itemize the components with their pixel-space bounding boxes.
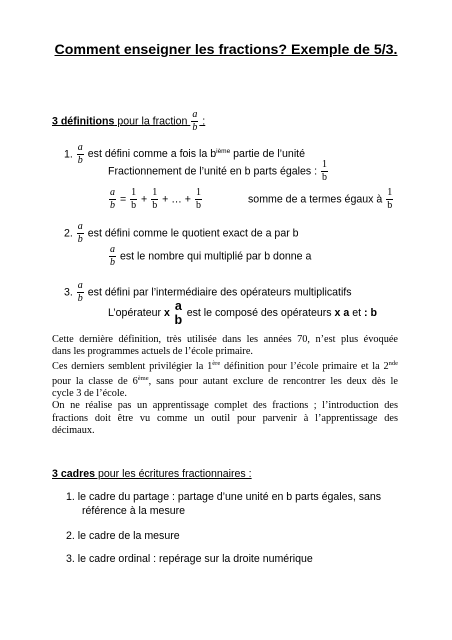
section2-heading-rest: pour les écritures fractionnaires :	[95, 468, 252, 480]
definition-2: 2. $\frac{a}{b}$ est défini comme le quotient exact de a par b	[64, 221, 299, 245]
definition-2-multiply: $\frac{a}{b}$ est le nombre qui multiplié par b donne a	[110, 244, 312, 268]
fraction-a-over-b: $\frac{a}{b}$	[77, 142, 83, 166]
definition-3-operator: L’opérateur x a b est le composé des opérateurs x a et : b	[108, 299, 377, 327]
definition-1-sum-text: somme de a termes égaux à $\frac{1}{b}$	[248, 187, 393, 211]
page-title: Comment enseigner les fractions? Exemple de 5/3.	[54, 42, 398, 58]
list-item: 2. le cadre de la mesure	[66, 530, 180, 542]
list-item: 3. le cadre ordinal : repérage sur la droite numérique	[66, 553, 313, 565]
list-item: 1. le cadre du partage : partage d’une unité en b parts égales, sans	[66, 491, 382, 503]
definition-3-number: 3.	[64, 286, 73, 299]
section1-heading-bold: 3 définitions	[52, 115, 115, 128]
fraction-a-over-b: $\frac{a}{b}$	[192, 109, 198, 133]
section1-heading-rest: pour la fraction	[114, 115, 191, 128]
definition-1-sum: $\frac{a}{b}$ = $\frac{1}{b}$ + $\frac{1}{b}$ + … + $\frac{1}{b}$	[110, 187, 201, 211]
definition-3: 3. $\frac{a}{b}$ est défini par l’intermédiaire des opérateurs multiplicatifs	[64, 280, 352, 304]
fraction-1-over-b: $\frac{1}{b}$	[322, 159, 327, 183]
definition-3-text: est défini par l’intermédiaire des opérateurs multiplicatifs	[87, 286, 352, 299]
section2-heading-bold: 3 cadres	[52, 468, 95, 480]
list-item-continuation: référence à la mesure	[82, 505, 186, 517]
section1-heading: 3 définitions pour la fraction $\frac{a}{b}$ :	[52, 109, 206, 133]
definition-2-text: est défini comme le quotient exact de a par b	[87, 227, 299, 240]
definition-1-text: est défini comme a fois la $b^{ième}$ partie de l’unité	[87, 148, 306, 161]
fraction-bold-a-over-b: a b	[174, 299, 183, 327]
section2-heading	[52, 468, 252, 480]
definition-1-fractionnement: Fractionnement de l’unité en b parts égales : $\frac{1}{b}$	[108, 159, 327, 183]
explanation-paragraph: Cette dernière définition, très utilisée dans les années 70, n’est plus évoquée dans les programmes actuels de l’école primaire. Ces derniers semblent privilégier la 1ère définition pour l’école primaire et la 2nde pour la classe de 6ème, sans pour autant exclure de rencontrer les deux dès le cycle 3 de l’école. On ne réalise pas un apprentissage complet des fractions ; l’introduction des fractions doit être vu comme un outil pour parvenir à l’apprentissage des décimaux.	[52, 334, 399, 436]
definition-2-number: 2.	[64, 227, 73, 240]
definition-1-number: 1.	[64, 148, 73, 161]
